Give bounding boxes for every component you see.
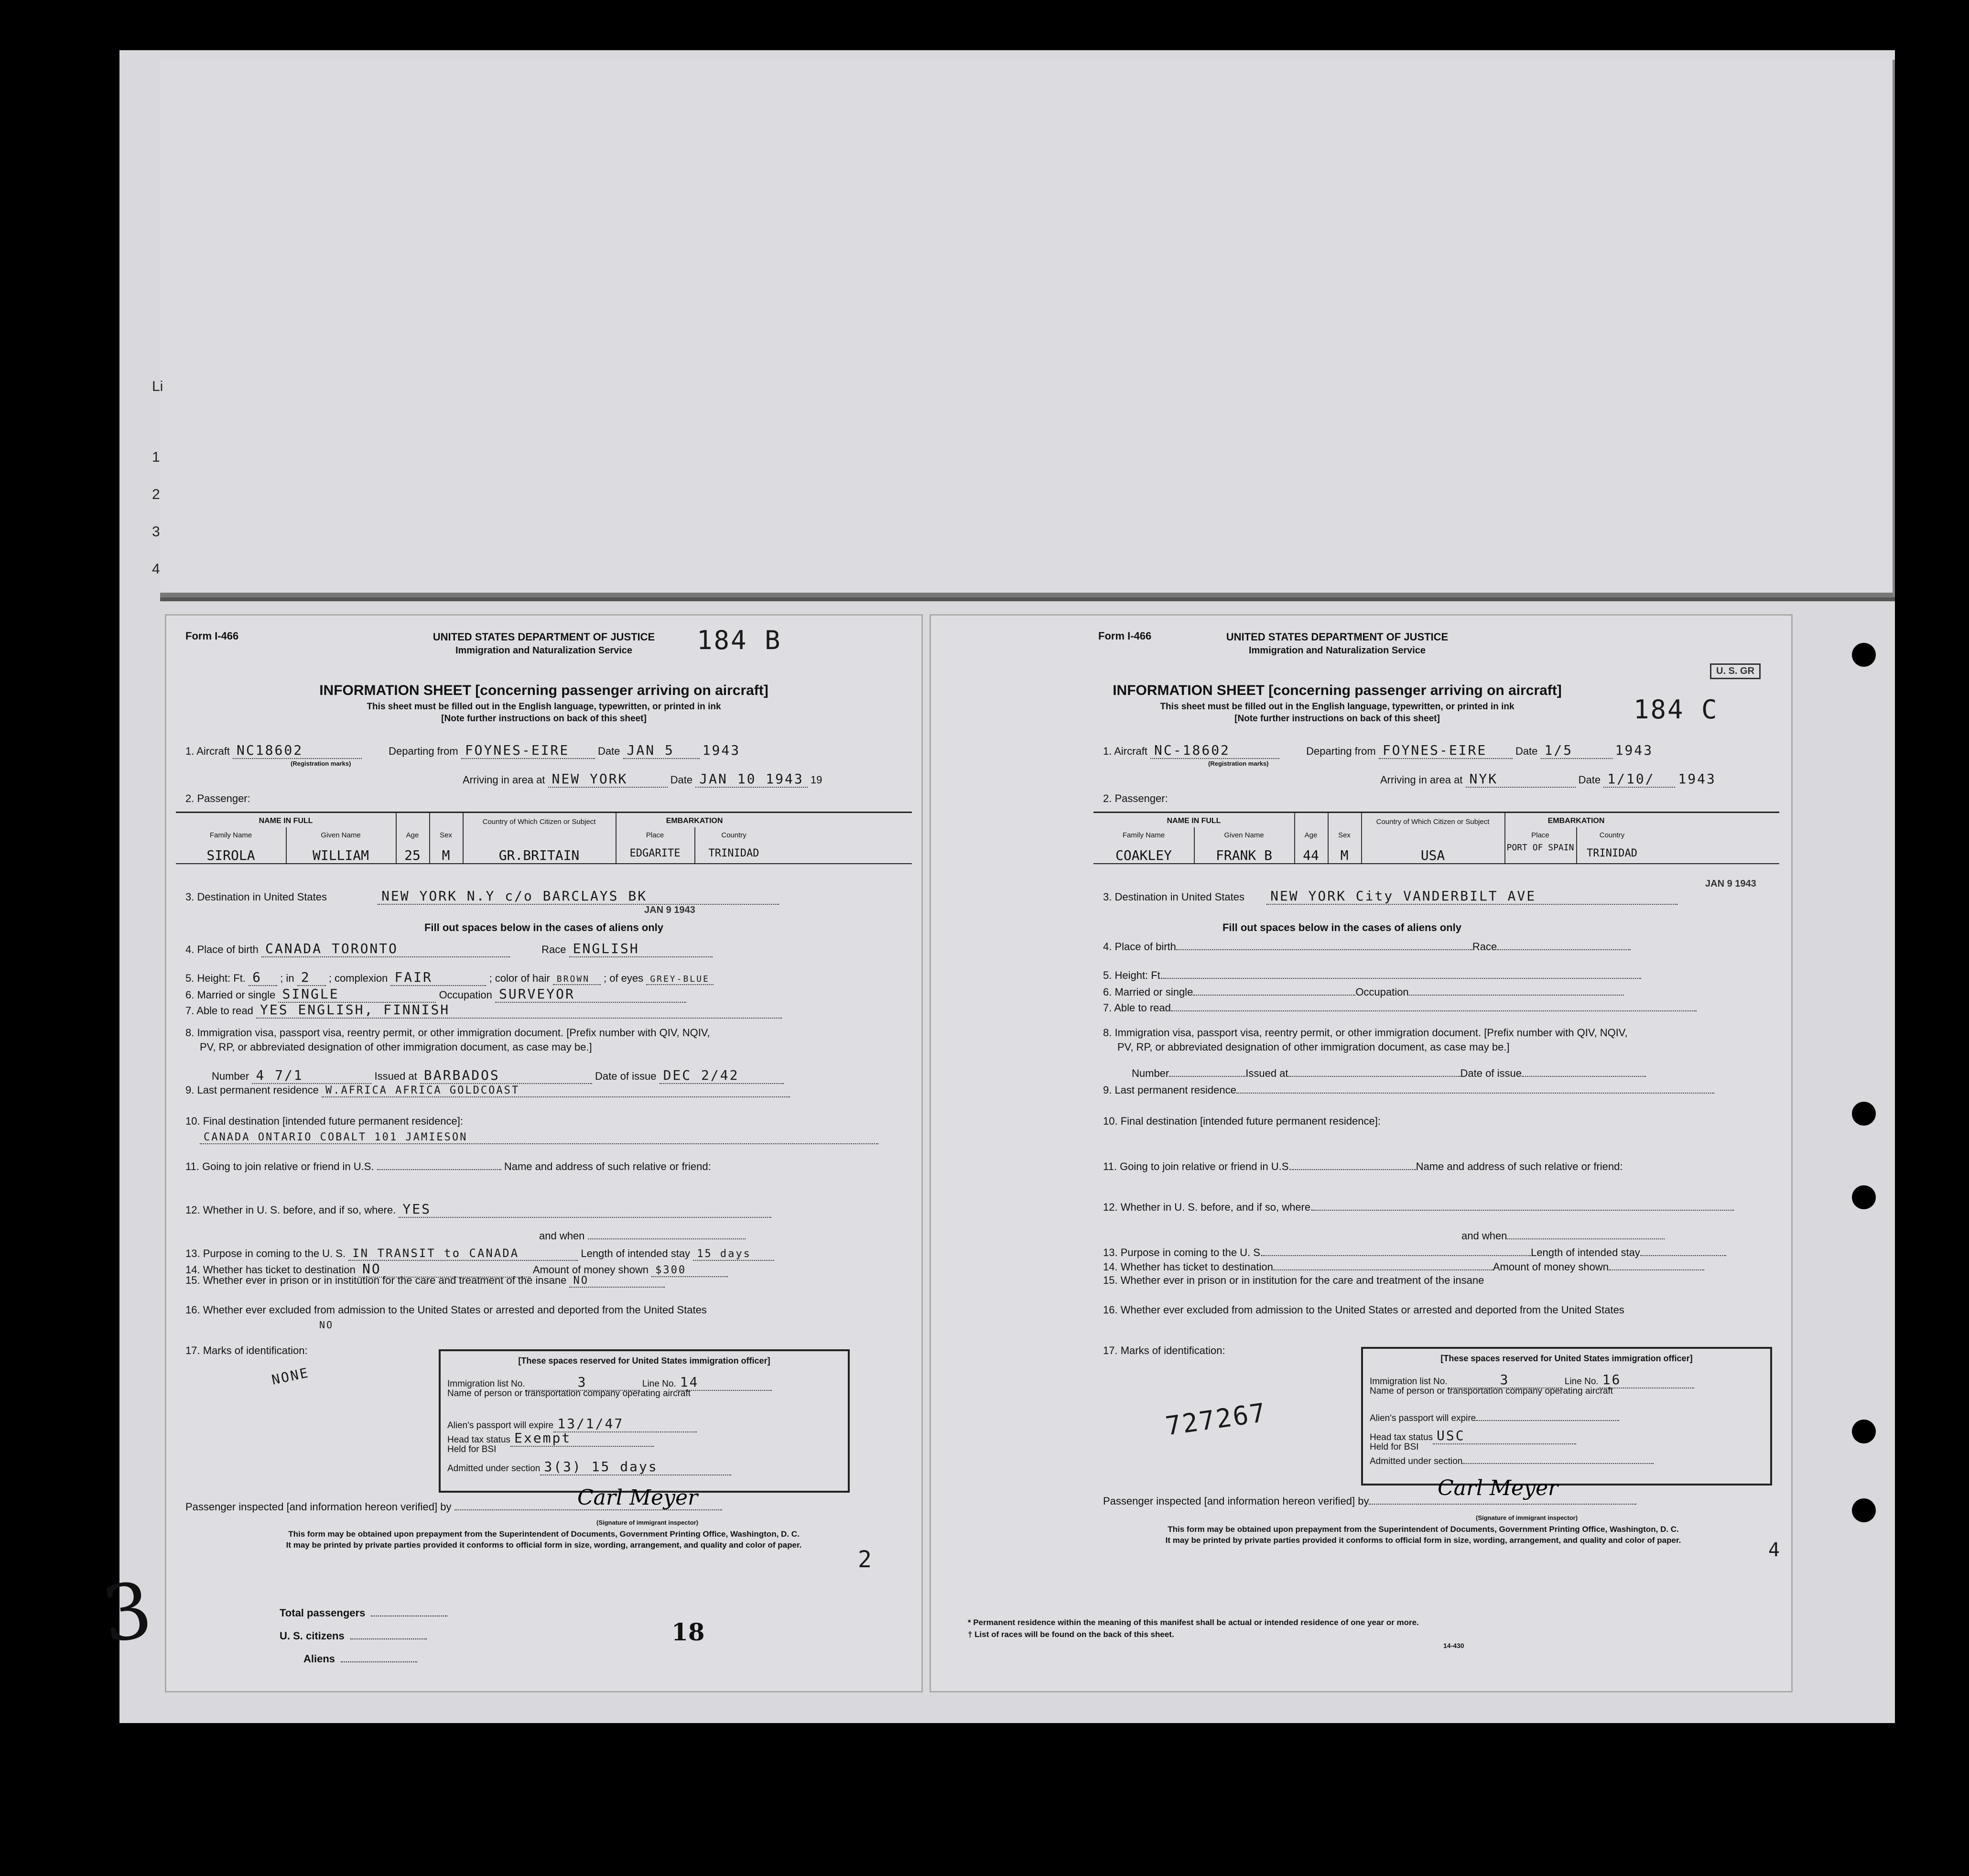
given-name: WILLIAM (312, 847, 369, 863)
inspector-signature: Carl Meyer (577, 1486, 698, 1510)
embark-place: EDGARITE (629, 847, 681, 859)
departing-value: FOYNES-EIRE (461, 742, 595, 759)
punch-hole (1852, 1102, 1876, 1126)
date-value: JAN 5 (623, 742, 700, 759)
date-stamp: JAN 9 1943 (644, 905, 695, 915)
destination-row: 3. Destination in United States NEW YORK N.Y c/o BARCLAYS BK (185, 888, 902, 905)
punch-hole (1852, 1185, 1876, 1209)
aircraft-row: 1. Aircraft NC18602 Departing from FOYNES-EIRE Date JAN 5 1943 (185, 742, 741, 758)
inspector-signature: Carl Meyer (1438, 1476, 1558, 1500)
line-numbers: Li 1 2 3 4 (152, 379, 163, 577)
information-sheet-right: Form I-466 UNITED STATES DEPARTMENT OF JUSTICE Immigration and Naturalization Service U. S. GR 184 C INFORMATION SHEET [concerning passenger arriving on aircraft] This sheet must be filled out in the English language, typewritten, or printed in ink [Note further instructions on back of this sheet] 1. Aircraft NC-18602 Departing from FOYNES-EIRE Date 1/5 1943 (Registration marks) Arriving in area at NYK Date 1/10/ 1943 2. Passenger: NAME IN FULL Family Name Given Name Age Sex Country of Which Citizen or Subject EMBARKATION Place Country COAKLEY FRANK B 44 M USA PORT OF SPAIN TRINIDAD 3. Destination in United States NEW YORK City VANDERBILT AVE JAN 9 1943 Fill out spaces below in the cases of aliens only 4. Place of birth Race 5. Height: Ft. 6. Married or single Occupation 7. Able to read 8. Immigration visa, passport visa, reentry permit, or other immigration document. [Prefix number with QIV, NQIV, PV, RP, or abbreviated designation of other immigration document, as case may be.] Number Issued at Date of issue 9. Last permanent residence 10. Final destination [intended future permanent residence]: 11. Going to join relative or friend in U.S. Name and address of such relative or friend: 12. Whether in U. S. before, and if so, where. and when 13. Purpose in coming to the U. S. Length of intended stay 14. Whether has ticket to destination Amount of money shown 15. Whether ever in prison or in institution for the care and treatment of the insane 16. Whether ever excluded from admission to the United States or arrested and deported from the United States 17. Marks of identification: 727267 [These spaces reserved for United States immigration officer] Immigration list No. 3 Line No. 16 Name of person or transportation company operating aircraft Alien's passport will expire Head tax status USC Held for BSI Admitted under section Passenger inspected [and information hereon verified] by Carl Meyer (Signature of immigrant inspector) This form may be obtained upon prepayment from the Superintendent of Documents, Government Printing Office, Washington, D. C. It may be printed by private parties provided it conforms to official form in size, wording, arrangement, and quality and color of paper. (930, 614, 1793, 1692)
department: UNITED STATES DEPARTMENT OF JUSTICE (1226, 631, 1449, 643)
form-number: Form I-466 (185, 630, 239, 642)
page-number: 18 (671, 1618, 705, 1646)
punch-hole (1852, 1498, 1876, 1522)
officer-box: [These spaces reserved for United States immigration officer] Immigration list No. 3 Line No. 16 Name of person or transportation company operating aircraft Alien's passport will expire Head tax status USC Held for BSI Admitted under section (1361, 1347, 1772, 1486)
family-name: SIROLA (206, 847, 255, 863)
passenger-table: NAME IN FULL Family Name Given Name Age Sex Country of Which Citizen or Subject EMBARKATION Place Country COAKLEY FRANK B 44 M USA PORT OF SPAIN TRINIDAD (1093, 812, 1779, 864)
punch-hole (1852, 1420, 1876, 1443)
date-stamp: JAN 9 1943 (1705, 878, 1756, 889)
citizen-of: USA (1420, 847, 1445, 863)
birth-value: CANADA TORONTO (261, 941, 510, 957)
embark-country: TRINIDAD (1587, 847, 1637, 859)
aircraft-value: NC18602 (233, 742, 362, 759)
marks-value: 727267 (1163, 1397, 1269, 1442)
embark-country: TRINIDAD (708, 847, 759, 859)
passenger-table: NAME IN FULL Family Name Given Name Age Sex Country of Which Citizen or Subject EMBARKATION Place Country SIROLA WILLIAM 25 M GR.BRITAIN EDGARITE TRINIDAD (176, 812, 912, 864)
sex: M (1340, 847, 1349, 863)
citizen-of: GR.BRITAIN (498, 847, 580, 863)
sheet-title: INFORMATION SHEET [concerning passenger arriving on aircraft] (1113, 683, 1562, 698)
arriving-row: Arriving in area at NEW YORK Date JAN 10 1943 19 (463, 771, 822, 787)
instruction-note: [Note further instructions on back of this sheet] (441, 714, 647, 724)
hand-note: 184 C (1634, 694, 1719, 725)
department: UNITED STATES DEPARTMENT OF JUSTICE (433, 631, 655, 643)
given-name: FRANK B (1215, 847, 1272, 863)
family-name: COAKLEY (1115, 847, 1172, 863)
folded-flap (160, 60, 1895, 597)
sheet-title: INFORMATION SHEET [concerning passenger arriving on aircraft] (319, 683, 768, 698)
marks-value: NONE (270, 1365, 311, 1388)
embark-place: PORT OF SPAIN (1506, 843, 1574, 853)
hand-note: 184 B (697, 625, 782, 655)
hand-number: 3 (97, 1564, 158, 1660)
age: 44 (1303, 847, 1319, 863)
instruction-line: This sheet must be filled out in the English language, typewritten, or printed in ink (367, 702, 721, 712)
race-value: ENGLISH (569, 941, 713, 957)
officer-box: [These spaces reserved for United States immigration officer] Immigration list No. 3 Line No. 14 Name of person or transportation company operating aircraft Alien's passport will expire 13/1/47 Head tax status Exempt Held for BSI Admitted under section 3(3) 15 days (439, 1349, 850, 1493)
punch-hole (1852, 643, 1876, 667)
service: Immigration and Naturalization Service (1248, 645, 1426, 656)
form-number: Form I-466 (1098, 630, 1152, 642)
arriving-value: NEW YORK (548, 771, 668, 788)
service: Immigration and Naturalization Service (455, 645, 633, 656)
age: 25 (404, 847, 421, 863)
information-sheet-left: Form I-466 UNITED STATES DEPARTMENT OF JUSTICE Immigration and Naturalization Service 184 B INFORMATION SHEET [concerning passenger arriving on aircraft] This sheet must be filled out in the English language, typewritten, or printed in ink [Note further instructions on back of this sheet] 1. Aircraft NC18602 Departing from FOYNES-EIRE Date JAN 5 1943 (Registration marks) Arriving in area at NEW YORK Date JAN 10 1943 19 2. Passenger: NAME IN FULL Family Name Given Name Age Sex Country of Which Citizen or Subject EMBARKATION Place Country SIROLA WILLIAM 25 M GR.BRITAIN EDGARITE TRINIDAD 3. Destination in United States NEW YORK N.Y c/o BARCLAYS BK JAN 9 1943 Fill out spaces below in the cases of aliens only 4. Place of birth CANADA TORONTO Race ENGLISH 5. Height: Ft. 6 ; in 2 ; complexion FAIR ; color of hair BROWN ; of eyes GREY-BLUE 6. Married or single SINGLE Occupation SURVEYOR 7. Able to read YES ENGLISH, FINNISH 8. Immigration visa, passport visa, reentry permit, or other immigration document. [Prefix number with QIV, NQIV, PV, RP, or abbreviated designation of other immigration document, as case may be.] Number 4 7/1 Issued at BARBADOS Date of issue DEC 2/42 9. Last permanent residence W.AFRICA AFRICA GOLDCOAST 10. Final destination [intended future permanent residence]: CANADA ONTARIO COBALT 101 JAMIESON 11. Going to join relative or friend in U.S. Name and address of such relative or friend: 12. Whether in U. S. before, and if so, where. YES and when 13. Purpose in coming to the U. S. IN TRANSIT to CANADA Length of intended stay 15 days 14. Whether has ticket to destination NO Amount of money shown $300 15. Whether ever in prison or in institution for the care and treatment of the insane NO 16. Whether ever excluded from admission to the United States or arrested and deported from the United States NO 17. Marks of identification: NONE [These spaces reserved for United States immigration officer] Immigration list No. 3 Line No. 14 Name of person or transportation company operating aircraft Alien's passport will expire 13/1/47 Head tax status Exempt Held for BSI Admitted under section 3(3) 15 days Passenger inspected [and information hereon verified] by Carl Meyer (Signature of immigrant inspector) This form may be obtained upon prepayment from the Superintendent of Documents, Government Printing Office, Washington, D. C. It may be printed by private parties provided it conforms to official form in size, wording, arrangement, and quality and color of paper. (165, 614, 923, 1692)
sex: M (442, 847, 450, 863)
